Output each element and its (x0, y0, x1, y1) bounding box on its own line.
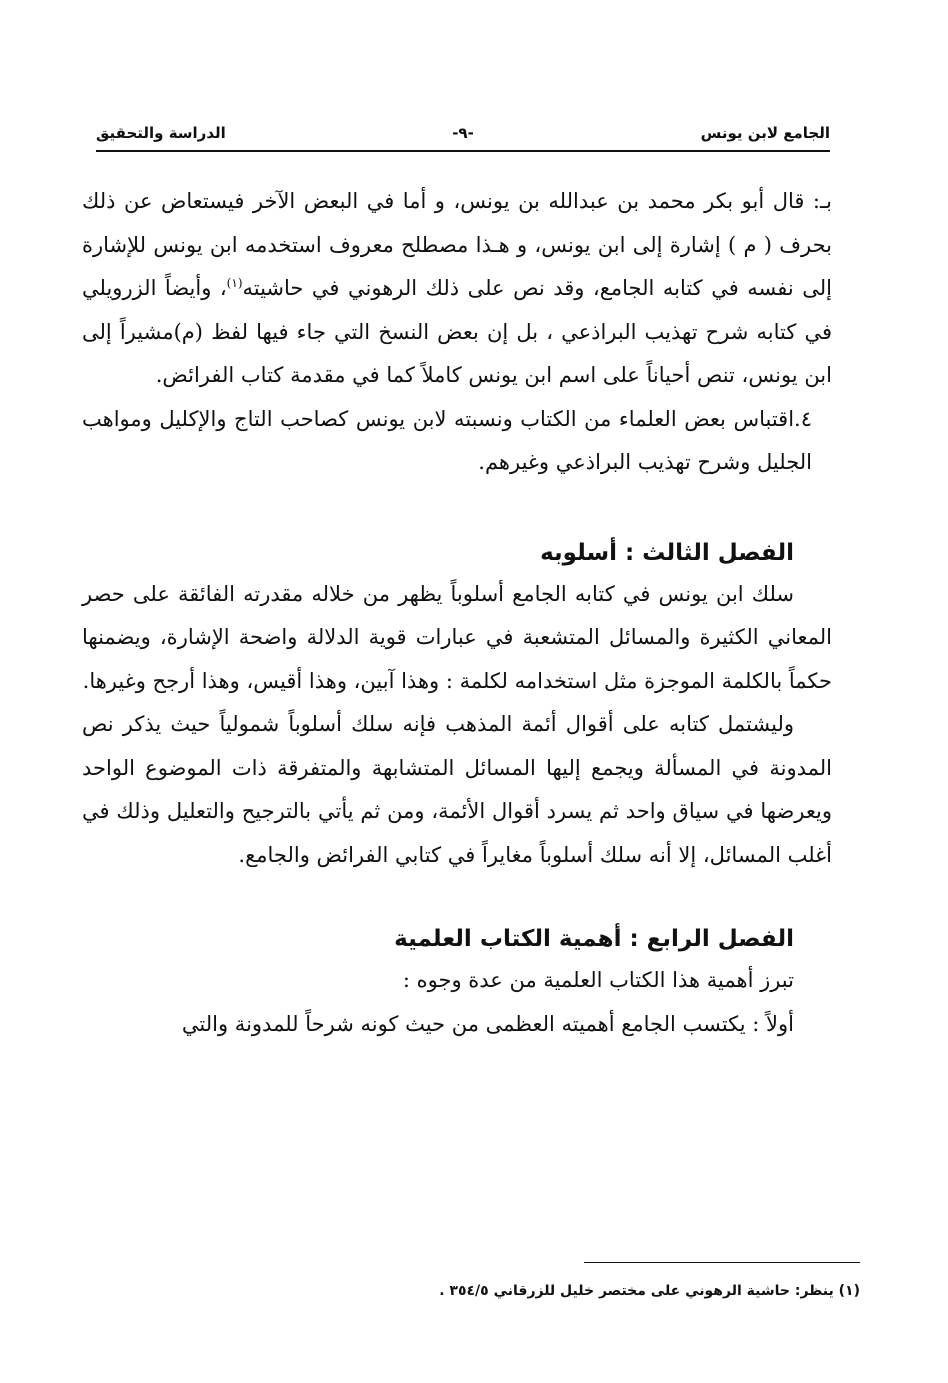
paragraph-b-text: بـ: قال أبو بكر محمد بن عبدالله بن يونس، و أما في البعض الآخر فيستعاض عن ذلك بحرف ( م ) إشارة إلى ابن يونس، و هـذا مصطلح معروف استخدمه ابن يونس للإشارة إلى نفسه في كتابه الجامع، وقد نص على ذلك الرهوني في حاشيته (82, 189, 832, 300)
header-section-title: الدراسة والتحقيق (96, 124, 226, 142)
paragraph-b (82, 180, 832, 398)
page-number: -٩- (452, 124, 474, 142)
section-4-paragraph-1: تبرز أهمية هذا الكتاب العلمية من عدة وجوه : (402, 968, 794, 992)
section-3-paragraph-1: سلك ابن يونس في كتابه الجامع أسلوباً يظهر من خلاله مقدرته الفائقة على حصر المعاني الكثيرة والمسائل المتشعبة في عبارات قوية الدلالة واضحة الإشارة، ويضمنها حكماً بالكلمة الموجزة مثل استخدامه لكلمة : وهذا آبين، وهذا أقيس، وهذا أرجح وغيرها. (82, 581, 832, 693)
header-rule (96, 150, 830, 152)
footnote-rule (584, 1262, 860, 1263)
footnote-reference: (١) (226, 276, 243, 290)
section-4-paragraph-2: أولاً : يكتسب الجامع أهميته العظمى من حيث كونه شرحاً للمدونة والتي (181, 1011, 794, 1036)
header-book-title: الجامع لابن يونس (700, 124, 830, 142)
section-4-title: الفصل الرابع : أهمية الكتاب العلمية (394, 926, 794, 952)
paragraph-b-continuation: ، وأيضاً الزرويلي في كتابه شرح تهذيب البراذعي ، بل إن بعض النسخ التي جاء فيها لفظ (م)مشيراً إلى ابن يونس، تنص أحياناً على اسم ابن يونس كاملاً كما في مقدمة كتاب الفرائض. (82, 276, 832, 387)
main-text (82, 180, 832, 1046)
spacer (82, 877, 832, 919)
paragraph-4: ٤.اقتباس بعض العلماء من الكتاب ونسبته لابن يونس كصاحب التاج والإكليل ومواهب الجليل وشرح تهذيب البراذعي وغيرهم. (82, 406, 812, 474)
section-3-title: الفصل الثالث : أسلوبه (540, 539, 794, 566)
footnote: (١) ينظر: حاشية الرهوني على مختصر خليل للزرقاني ٣٥٤/٥ . (439, 1283, 860, 1299)
section-3-paragraph-2: وليشتمل كتابه على أقوال أئمة المذهب فإنه سلك أسلوباً شمولياً حيث يذكر نص المدونة في المسألة ويجمع إليها المسائل المتشابهة والمتفرقة ذات الموضوع الواحد ويعرضها في سياق واحد ثم يسرد أقوال الأئمة، ومن ثم يأتي بالترجيح والتعليل وذلك في أغلب المسائل، إلا أنه سلك أسلوباً مغايراً في كتابي الفرائض والجامع. (82, 712, 832, 867)
spacer (82, 485, 832, 533)
running-header (96, 120, 830, 150)
